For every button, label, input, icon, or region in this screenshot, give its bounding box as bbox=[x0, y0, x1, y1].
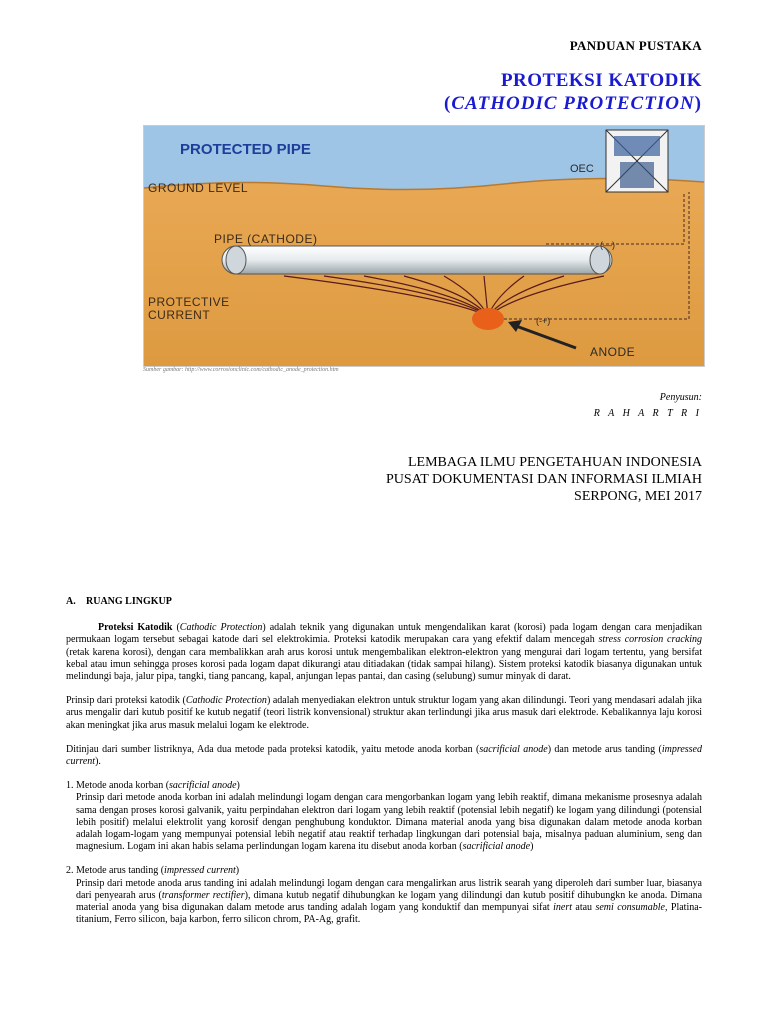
item2-title-close: ) bbox=[235, 865, 240, 877]
section-a-body bbox=[66, 596, 702, 938]
p3-italic1: sacrificial anode bbox=[479, 743, 548, 755]
item2-body-italic3: semi consumable bbox=[595, 902, 665, 914]
section-a-heading bbox=[66, 596, 702, 608]
item2-body-text3: atau bbox=[572, 902, 596, 914]
p3-text3: ). bbox=[95, 756, 101, 768]
item1-body-italic: sacrificial anode bbox=[462, 841, 531, 853]
item2-body-text2: ), dimana kutub negatif dihubungkan ke logam yang dilindungi dan kutub positif dihubungkn ke anoda. Dimana material anoda yang bisa digunakan dalam metode arus tanding adalah logam yang konduktif dan mempunyai sifat bbox=[76, 889, 703, 914]
p1-text2: (retak karena korosi), dengan cara membalikkan arah arus korosi untuk mengembalikan elektron-elektron yang mengurai dari logam tertentu, yang bersifat kebal atau imun sehingga proses korosi pada logam dapat dikurangi atau ditiadakan (tidak sampai hilang). Sistem proteksi katodik biasanya digunakan untuk melindungi baja, jalur pipa, tangki, tiang pancang, kapal, anjungan lepas pantai, dan casing (selubung) sumur minyak di darat. bbox=[66, 646, 702, 683]
label-protected-pipe: PROTECTED PIPE bbox=[180, 141, 311, 158]
item-2-title bbox=[66, 865, 702, 877]
oec-tower bbox=[606, 130, 668, 192]
institution-block bbox=[386, 454, 702, 505]
title-main: PROTEKSI KATODIK bbox=[500, 70, 702, 91]
paragraph-2 bbox=[66, 695, 702, 732]
item-1-body bbox=[76, 792, 702, 853]
cathodic-protection-diagram bbox=[143, 125, 705, 367]
item2-title-text: 2. Metode arus tanding ( bbox=[66, 865, 165, 877]
institution-line3: SERPONG, MEI 2017 bbox=[574, 489, 702, 504]
label-protective: PROTECTIVE bbox=[148, 295, 230, 309]
item1-title-italic: sacrificial anode bbox=[169, 780, 237, 792]
author-label: Penyusun: bbox=[659, 392, 702, 403]
title-close-paren: ) bbox=[694, 93, 702, 114]
diagram-svg bbox=[144, 126, 704, 366]
pipe-cathode bbox=[222, 246, 612, 274]
figure-source-caption: Sumber gambar: http://www.corrosionclinic.com/cathodic_anode_protection.htm bbox=[143, 367, 339, 373]
p2-italic: Cathodic Protection bbox=[185, 695, 267, 707]
institution-line1: LEMBAGA ILMU PENGETAHUAN INDONESIA bbox=[407, 455, 702, 470]
label-anode: ANODE bbox=[590, 345, 636, 359]
title-open-paren: ( bbox=[444, 93, 452, 114]
item1-title-close: ) bbox=[236, 780, 240, 792]
p1-italic2: stress corrosion cracking bbox=[598, 634, 702, 646]
item2-title-italic: impressed current bbox=[164, 865, 236, 877]
anode bbox=[472, 308, 504, 330]
item1-title-text: 1. Metode anoda korban ( bbox=[66, 780, 170, 792]
section-letter: A. bbox=[66, 596, 76, 607]
p1-bold: Proteksi Katodik bbox=[98, 622, 173, 634]
item2-body-italic1: transformer rectifier bbox=[161, 889, 245, 901]
p1-open: ( bbox=[172, 622, 180, 634]
item1-body-text: Prinsip dari metode anoda korban ini adalah melindungi logam dengan cara mengorbankan logam yang lebih reaktif, dimana mekanisme prosesnya adalah sama dengan proses korosi galvanik, yaitu perpindahan elektron dari logam yang lebih reaktif (potensial lebih negatif) ke logam yang dilindungi (potensial lebih positif) melalui elektrolit yang korosif dengan penghubung konduktor. Dimana material anoda yang bisa digunakan dalam metode anoda korban adalah logam-logam yang mempunyai potensial lebih negatif atau reaktif terhadap lingkungan dari potensial baja, misalnya paduan aluminium, seng dan magnesium. Logam ini akan habis selama perlindungan logam karena itu disebut anoda korban ( bbox=[76, 792, 702, 853]
p2-text1: Prinsip dari proteksi katodik ( bbox=[66, 695, 186, 707]
p1-text1: ) adalah teknik yang digunakan untuk mengendalikan karat (korosi) pada logam dengan cara menjadikan permukaan logam tersebut sebagai katode dari sel elektrokimia. Proteksi katodik merupakan cara yang efektif dalam mencegah bbox=[66, 622, 702, 646]
institution-line2: PUSAT DOKUMENTASI DAN INFORMASI ILMIAH bbox=[386, 472, 702, 487]
label-pipe-cathode: PIPE (CATHODE) bbox=[214, 232, 318, 246]
p3-text2: ) dan metode arus tanding ( bbox=[547, 743, 662, 755]
item2-body-italic2: inert bbox=[553, 902, 572, 914]
header-label: PANDUAN PUSTAKA bbox=[569, 38, 702, 53]
label-oec: OEC bbox=[570, 163, 594, 175]
item2-body-text1: Prinsip dari metode anoda arus tanding ini adalah melindungi logam dengan cara mengalirkan arus listrik searah yang diperoleh dari sumber luar, biasanya dari penyearah arus ( bbox=[76, 877, 702, 901]
title-italic: CATHODIC PROTECTION bbox=[451, 93, 695, 114]
item1-body-close: ) bbox=[530, 841, 534, 853]
author-name: R A H A R T R I bbox=[593, 408, 702, 419]
label-plus: (-+) bbox=[536, 316, 551, 326]
label-minus: (—) bbox=[600, 240, 615, 250]
p3-text1: Ditinjau dari sumber listriknya, Ada dua metode pada proteksi katodik, yaitu metode anoda korban ( bbox=[66, 743, 480, 755]
title-subtitle bbox=[444, 93, 702, 115]
section-title: RUANG LINGKUP bbox=[86, 596, 172, 607]
item-2-body bbox=[76, 878, 702, 927]
paragraph-1 bbox=[66, 622, 702, 683]
label-ground-level: GROUND LEVEL bbox=[148, 181, 249, 195]
item2-body-text4: , Platina-titanium, Ferro silicon, baja karbon, ferro silicon chrom, PA-Ag, grafit. bbox=[76, 902, 702, 926]
item-1-title bbox=[66, 780, 702, 792]
p1-italic1: Cathodic Protection bbox=[179, 622, 263, 634]
paragraph-3 bbox=[66, 744, 702, 768]
p2-text2: ) adalah menyediakan elektron untuk struktur logam yang akan dilindungi. Teori yang mendasari adalah jika arus mengalir dari kutub positif ke kutub negatif (teori listrik konvensional) struktur akan terlindungi jika arus masuk dari elektrode. Kebalikannya laju korosi akan meningkat jika arus masuk melalui logam ke elektrode. bbox=[66, 695, 702, 731]
label-current: CURRENT bbox=[148, 308, 211, 322]
p3-italic2: impressed current bbox=[66, 743, 702, 768]
